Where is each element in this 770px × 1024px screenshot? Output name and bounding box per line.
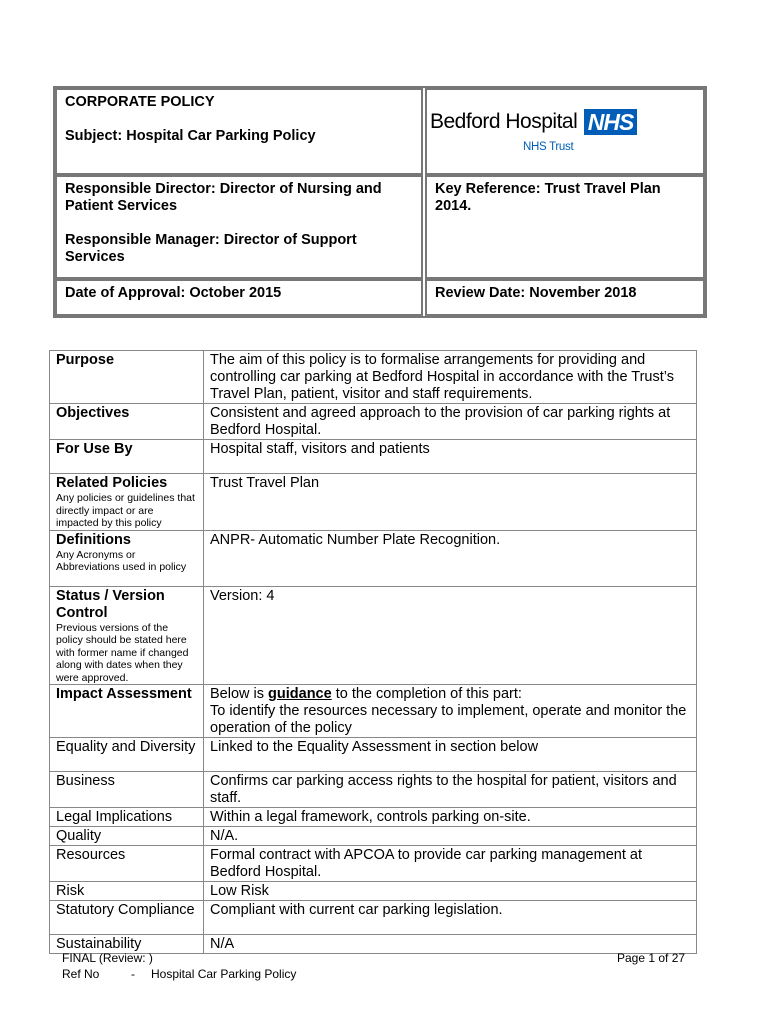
row-label: Objectives (50, 404, 204, 440)
row-label: Status / Version Control (56, 587, 165, 621)
row-value: Version: 4 (204, 586, 697, 685)
row-value: Linked to the Equality Assessment in section below (204, 738, 697, 772)
table-row (50, 474, 697, 531)
footer-final: FINAL (Review: ) (62, 951, 153, 965)
table-row (50, 772, 697, 808)
footer-dash: - (131, 967, 135, 981)
page-number: Page 1 of 27 (617, 951, 686, 965)
responsible-cell (55, 175, 423, 279)
nhs-trust-label: NHS Trust (523, 141, 574, 153)
key-reference-cell (425, 175, 705, 279)
table-row (50, 882, 697, 901)
review-date: Review Date: November 2018 (435, 285, 637, 301)
table-row (50, 827, 697, 846)
row-label: Business (50, 772, 204, 808)
table-row (50, 586, 697, 685)
row-label: Purpose (50, 351, 204, 404)
row-label: Equality and Diversity (50, 738, 204, 772)
row-value: Consistent and agreed approach to the provision of car parking rights at Bedford Hospital. (204, 404, 697, 440)
review-cell (425, 279, 705, 316)
row-note: Any Acronyms or Abbreviations used in policy (56, 548, 187, 573)
table-row (50, 685, 697, 738)
policy-subject: Subject: Hospital Car Parking Policy (65, 128, 316, 144)
table-row (50, 901, 697, 935)
row-label: Resources (50, 846, 204, 882)
table-row (50, 351, 697, 404)
row-label-cell (50, 530, 204, 586)
row-value: Compliant with current car parking legislation. (204, 901, 697, 935)
responsible-director: Responsible Director: Director of Nursing and Patient Services (65, 181, 382, 214)
row-label: Legal Implications (50, 808, 204, 827)
nhs-logo: NHS (584, 109, 637, 135)
table-row (50, 808, 697, 827)
row-note: Previous versions of the policy should be stated here with former name if changed along with dates when they were approved. (56, 621, 189, 684)
row-label: Risk (50, 882, 204, 901)
impact-guidance-line (210, 686, 690, 703)
row-label: For Use By (50, 440, 204, 474)
row-label: Quality (50, 827, 204, 846)
impact-description: To identify the resources necessary to implement, operate and monitor the operation of the policy (210, 703, 687, 736)
table-row (50, 738, 697, 772)
policy-type: CORPORATE POLICY (65, 94, 215, 110)
table-row (50, 440, 697, 474)
hospital-logo-name: Bedford Hospital (430, 110, 578, 133)
approval-cell (55, 279, 423, 316)
row-value: Confirms car parking access rights to the hospital for patient, visitors and staff. (204, 772, 697, 808)
row-value-cell (204, 685, 697, 738)
footer-ref-no: Ref No (62, 967, 100, 981)
row-value: N/A. (204, 827, 697, 846)
policy-details-table (49, 350, 697, 954)
row-label: Related Policies (56, 475, 168, 491)
row-value: ANPR- Automatic Number Plate Recognition. (204, 530, 697, 586)
responsible-manager: Responsible Manager: Director of Support Services (65, 232, 357, 265)
row-label-cell (50, 474, 204, 531)
row-note: Any policies or guidelines that directly impact or are impacted by this policy (56, 492, 195, 529)
impact-post: to the completion of this part: (335, 686, 522, 702)
table-row (50, 530, 697, 586)
guidance-emphasis: guidance (268, 686, 332, 702)
row-value: Within a legal framework, controls parking on-site. (204, 808, 697, 827)
row-label: Impact Assessment (50, 685, 204, 738)
row-value: Low Risk (204, 882, 697, 901)
row-label-cell (50, 586, 204, 685)
impact-pre: Below is (210, 686, 264, 702)
footer-ref-title: Hospital Car Parking Policy (151, 967, 297, 981)
row-value: Trust Travel Plan (204, 474, 697, 531)
row-value: The aim of this policy is to formalise arrangements for providing and controlling car parking at Bedford Hospital in accordance with the Trust’s Travel Plan, patient, visitor and staff requirements. (204, 351, 697, 404)
row-value: N/A (204, 935, 697, 954)
date-of-approval: Date of Approval: October 2015 (65, 285, 282, 301)
table-row (50, 846, 697, 882)
row-value: Formal contract with APCOA to provide car parking management at Bedford Hospital. (204, 846, 697, 882)
header-title-cell (55, 88, 423, 175)
key-reference: Key Reference: Trust Travel Plan 2014. (435, 181, 661, 214)
row-label: Definitions (56, 531, 131, 548)
row-label: Sustainability (50, 935, 204, 954)
row-label: Statutory Compliance (50, 901, 204, 935)
row-value: Hospital staff, visitors and patients (204, 440, 697, 474)
table-row (50, 404, 697, 440)
